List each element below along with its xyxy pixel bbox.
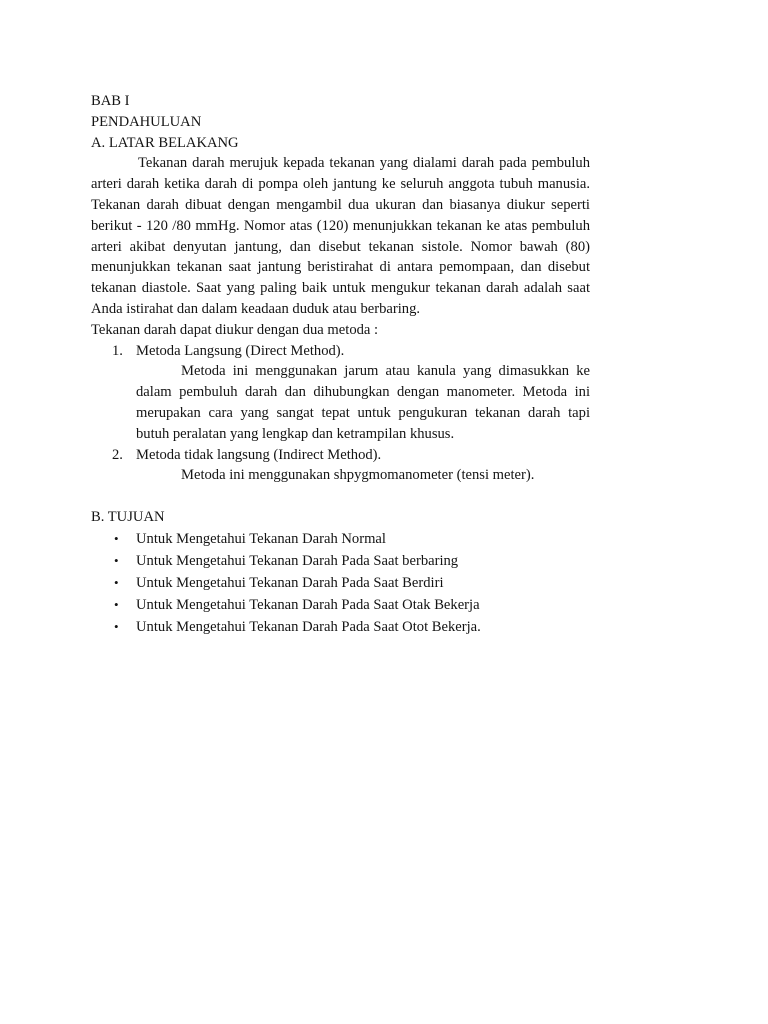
bullet-icon: • bbox=[114, 574, 119, 590]
section-b-heading: B. TUJUAN bbox=[91, 509, 165, 526]
bullet-icon: • bbox=[114, 552, 119, 568]
objective-text: Untuk Mengetahui Tekanan Darah Pada Saat berbaring bbox=[136, 552, 459, 569]
list-item bbox=[91, 616, 590, 638]
objective-text: Untuk Mengetahui Tekanan Darah Normal bbox=[136, 530, 386, 547]
bullet-icon: • bbox=[114, 618, 119, 634]
method-number: 2. bbox=[112, 446, 123, 463]
list-item bbox=[91, 528, 590, 550]
section-a-heading: A. LATAR BELAKANG bbox=[91, 134, 239, 151]
method-item-indirect bbox=[91, 445, 590, 487]
methods-intro: Tekanan darah dapat diukur dengan dua metoda : bbox=[91, 321, 379, 338]
bullet-icon: • bbox=[114, 596, 119, 612]
method-description: Metoda ini menggunakan jarum atau kanula yang dimasukkan ke dalam pembuluh darah dan dihubungkan dengan manometer. Metoda ini merupakan cara yang sangat tepat untuk pengukuran tekanan darah tapi butuh peralatan yang lengkap dan ketrampilan khusus. bbox=[136, 363, 590, 442]
document-body bbox=[91, 91, 590, 638]
background-paragraph: Tekanan darah merujuk kepada tekanan yang dialami darah pada pembuluh arteri darah ketika darah di pompa oleh jantung ke seluruh anggota tubuh manusia. Tekanan darah dibuat dengan mengambil dua ukuran dan biasanya diukur seperti berikut - 120 /80 mmHg. Nomor atas (120) menunjukkan tekanan ke atas pembuluh arteri akibat denyutan jantung, dan disebut tekanan sistole. Nomor bawah (80) menunjukkan tekanan saat jantung beristirahat di antara pemompaan, dan disebut tekanan diastole. Saat yang paling baik untuk mengukur tekanan darah adalah saat Anda istirahat dan dalam keadaan duduk atau berbaring. bbox=[91, 155, 590, 317]
method-description: Metoda ini menggunakan shpygmomanometer (tensi meter). bbox=[181, 467, 535, 484]
objective-text: Untuk Mengetahui Tekanan Darah Pada Saat Otot Bekerja. bbox=[136, 618, 481, 635]
method-item-direct bbox=[91, 341, 590, 445]
objectives-list bbox=[91, 528, 590, 638]
method-title: Metoda tidak langsung (Indirect Method). bbox=[136, 446, 382, 463]
bullet-icon: • bbox=[114, 530, 119, 546]
objective-text: Untuk Mengetahui Tekanan Darah Pada Saat Berdiri bbox=[136, 574, 444, 591]
list-item bbox=[91, 594, 590, 616]
method-title: Metoda Langsung (Direct Method). bbox=[136, 342, 345, 359]
chapter-title: PENDAHULUAN bbox=[91, 113, 202, 130]
section-spacer bbox=[91, 486, 590, 507]
list-item bbox=[91, 572, 590, 594]
list-item bbox=[91, 550, 590, 572]
chapter-label: BAB I bbox=[91, 93, 130, 109]
methods-list bbox=[91, 341, 590, 487]
objective-text: Untuk Mengetahui Tekanan Darah Pada Saat Otak Bekerja bbox=[136, 596, 480, 613]
method-number: 1. bbox=[112, 342, 123, 359]
